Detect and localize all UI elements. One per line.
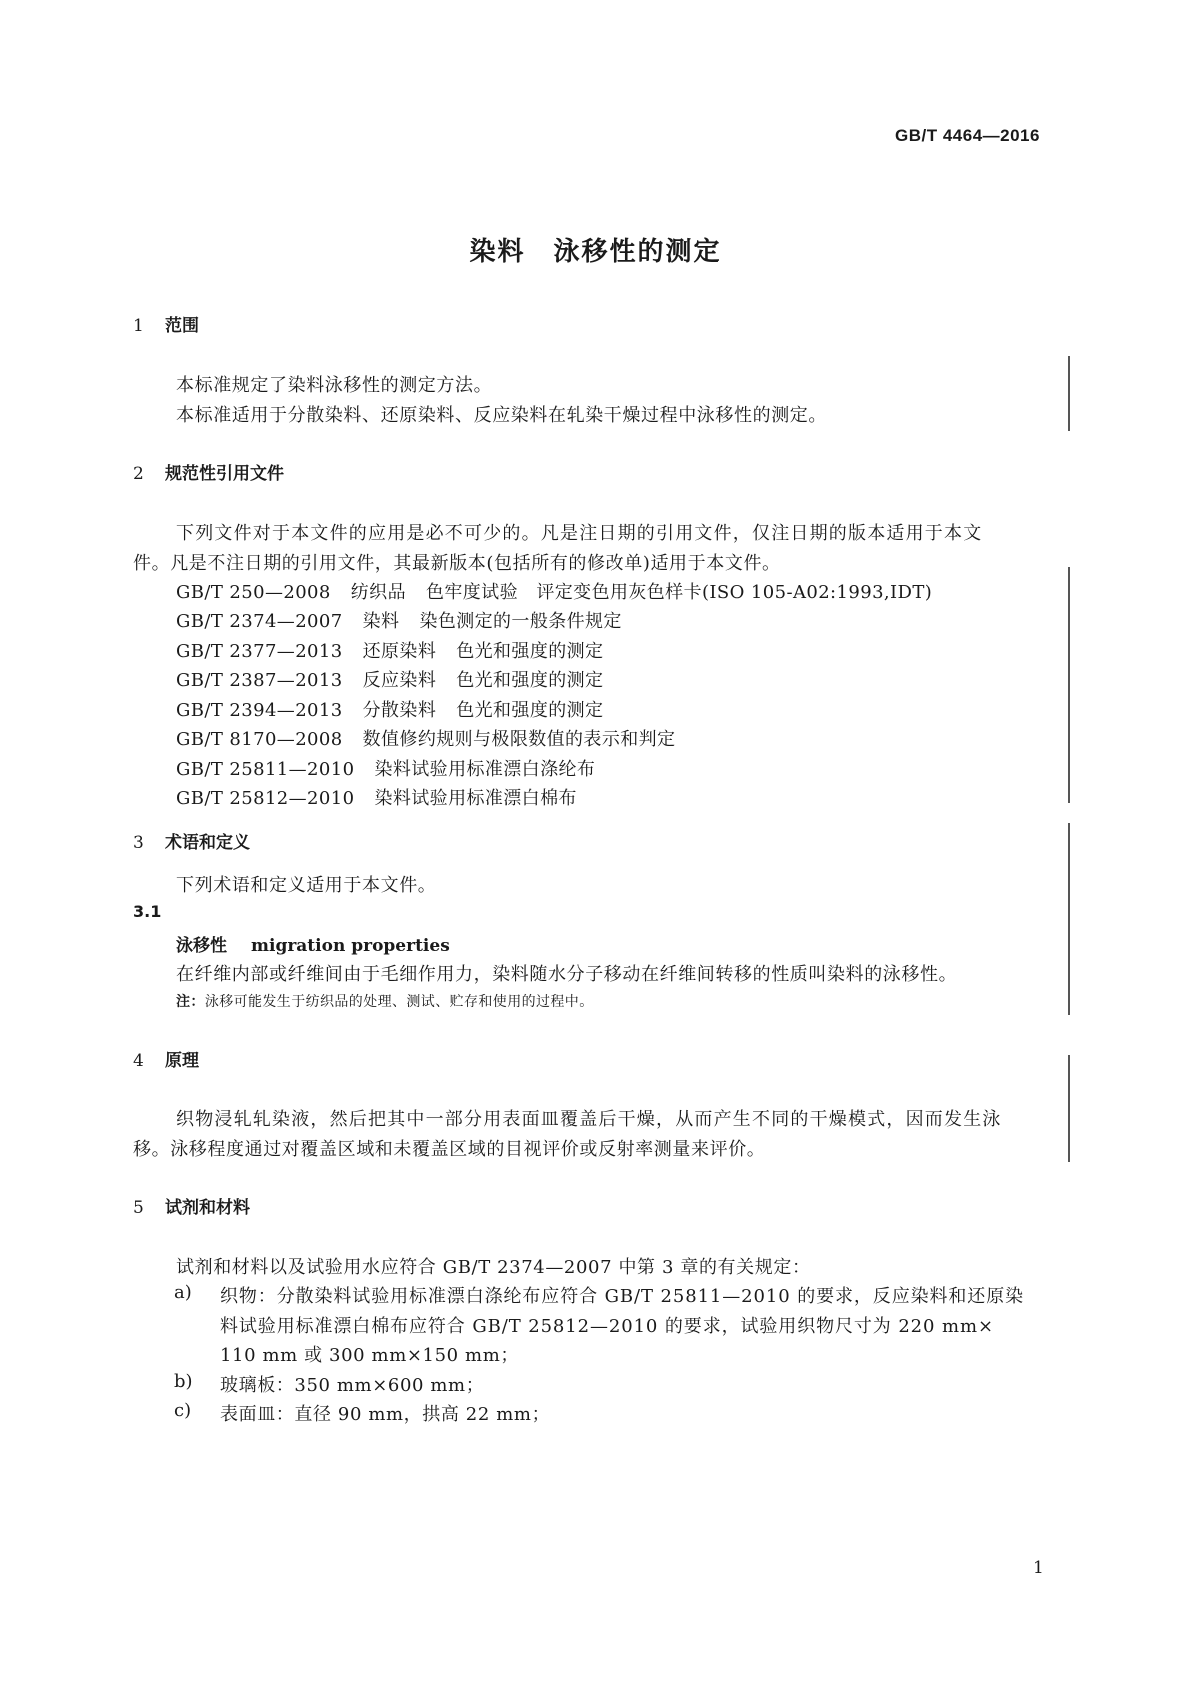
reference-item: [176, 578, 932, 604]
definition: 在纤维内部或纤维间由于毛细作用力，染料随水分子移动在纤维间转移的性质叫染料的泳移性。: [176, 964, 958, 985]
reference-item: [176, 784, 577, 810]
paragraph: 本标准规定了染料泳移性的测定方法。: [176, 375, 493, 396]
section-number: 4: [133, 1051, 144, 1071]
section-title: 试剂和材料: [165, 1198, 250, 1218]
reference-item: [176, 607, 622, 633]
list-label: c): [174, 1400, 192, 1421]
reference-code: GB/T 2387—2013: [176, 670, 343, 691]
paragraph: 本标准适用于分散染料、还原染料、反应染料在轧染干燥过程中泳移性的测定。: [176, 405, 827, 426]
reference-code: GB/T 2394—2013: [176, 700, 343, 721]
reference-subtitle: 色光和强度的测定: [456, 670, 604, 691]
note: [176, 991, 594, 1011]
reference-code: GB/T 25812—2010: [176, 788, 355, 809]
document-title: [0, 231, 1191, 268]
term-chinese: 泳移性: [176, 936, 227, 956]
paragraph: 织物浸轧轧染液，然后把其中一部分用表面皿覆盖后干燥，从而产生不同的干燥模式，因而发生泳: [176, 1109, 1002, 1130]
list-text: 表面皿：直径 90 mm，拱高 22 mm；: [220, 1404, 551, 1425]
section-title: 原理: [165, 1051, 199, 1071]
reference-item: [176, 755, 595, 781]
reference-title: 反应染料: [362, 670, 437, 691]
subclause-number: 3.1: [133, 902, 162, 921]
reference-title: 数值修约规则与极限数值的表示和判定: [362, 729, 676, 750]
reference-code: GB/T 2377—2013: [176, 641, 343, 662]
page-number: 1: [1033, 1558, 1044, 1578]
term-english: migration properties: [251, 936, 450, 956]
list-label: a): [174, 1282, 192, 1303]
reference-code: GB/T 2374—2007: [176, 611, 343, 632]
reference-subtitle: 染色测定的一般条件规定: [419, 611, 622, 632]
note-label: 注：: [176, 994, 205, 1010]
reference-title: 纺织品: [350, 582, 406, 603]
list-text: 料试验用标准漂白棉布应符合 GB/T 25812—2010 的要求，试验用织物尺寸为 220 mm×: [220, 1316, 994, 1337]
list-text: 110 mm 或 300 mm×150 mm；: [220, 1345, 519, 1366]
change-bar: [1068, 1055, 1070, 1162]
section-number: 5: [133, 1198, 144, 1218]
section-number: 2: [133, 464, 144, 484]
reference-title: 染料试验用标准漂白棉布: [374, 788, 577, 809]
reference-item: [176, 696, 603, 722]
reference-item: [176, 637, 603, 663]
reference-title: 染料: [362, 611, 400, 632]
section-4-heading: [133, 1046, 199, 1071]
section-3-heading: [133, 828, 250, 853]
reference-item: [176, 666, 603, 692]
paragraph: 件。凡是不注日期的引用文件，其最新版本(包括所有的修改单)适用于本文件。: [133, 553, 781, 574]
title-part-1: 染料: [469, 237, 526, 267]
section-5-heading: [133, 1193, 250, 1218]
reference-title: 还原染料: [362, 641, 437, 662]
list-text: 玻璃板：350 mm×600 mm；: [220, 1375, 485, 1396]
reference-subtitle: 色光和强度的测定: [456, 700, 604, 721]
note-text: 泳移可能发生于纺织品的处理、测试、贮存和使用的过程中。: [204, 994, 594, 1010]
section-2-heading: [133, 459, 284, 484]
change-bar: [1068, 823, 1070, 1015]
section-title: 范围: [165, 316, 199, 336]
reference-title: 染料试验用标准漂白涤纶布: [374, 759, 596, 780]
standard-number: GB/T 4464—2016: [895, 126, 1040, 145]
reference-code: GB/T 25811—2010: [176, 759, 355, 780]
reference-title: 分散染料: [362, 700, 437, 721]
list-text: 织物：分散染料试验用标准漂白涤纶布应符合 GB/T 25811—2010 的要求，反应染料和还原染: [220, 1286, 1025, 1307]
reference-subtitle: 色光和强度的测定: [456, 641, 604, 662]
paragraph: 试剂和材料以及试验用水应符合 GB/T 2374—2007 中第 3 章的有关规定：: [176, 1257, 811, 1278]
section-title: 规范性引用文件: [165, 464, 284, 484]
list-label: b): [174, 1371, 193, 1392]
paragraph: 下列术语和定义适用于本文件。: [176, 875, 437, 896]
section-number: 3: [133, 833, 144, 853]
section-1-heading: [133, 311, 199, 336]
section-title: 术语和定义: [165, 833, 250, 853]
title-part-2: 泳移性的测定: [553, 237, 722, 267]
change-bar: [1068, 356, 1070, 431]
reference-code: GB/T 8170—2008: [176, 729, 343, 750]
change-bar: [1068, 567, 1070, 803]
reference-code: GB/T 250—2008: [176, 582, 331, 603]
reference-subtitle: 色牢度试验 评定变色用灰色样卡(ISO 105-A02:1993,IDT): [425, 582, 933, 603]
paragraph: 移。泳移程度通过对覆盖区域和未覆盖区域的目视评价或反射率测量来评价。: [133, 1139, 766, 1160]
reference-item: [176, 725, 675, 751]
term-entry: [176, 931, 450, 956]
paragraph: 下列文件对于本文件的应用是必不可少的。凡是注日期的引用文件，仅注日期的版本适用于本文: [176, 523, 983, 544]
section-number: 1: [133, 316, 144, 336]
